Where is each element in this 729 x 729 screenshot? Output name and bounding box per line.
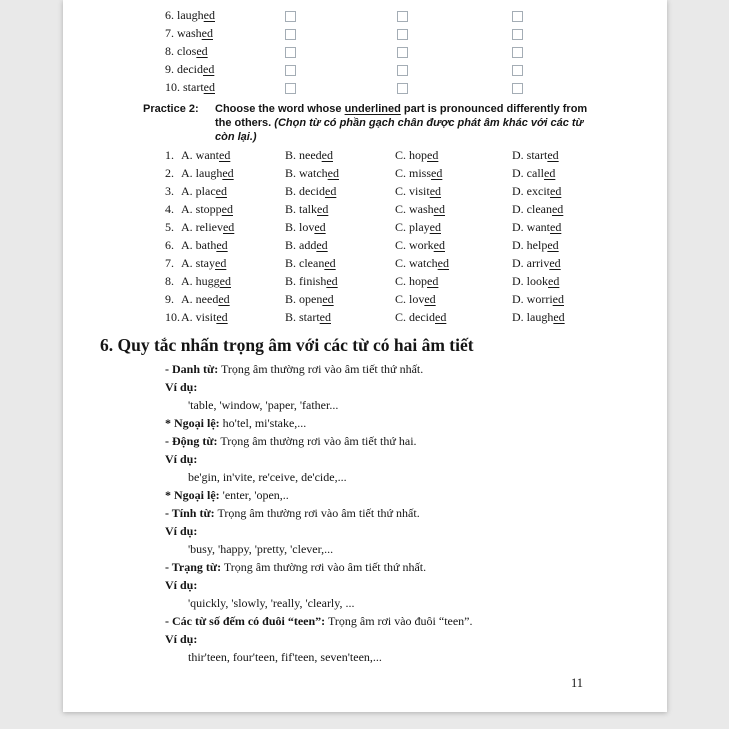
page-number: 11 (571, 676, 584, 690)
answer-option: D. worried (512, 292, 564, 306)
instruction-en-cont: part is pronounced differently from the others. (215, 103, 588, 129)
answer-option: A. wanted (181, 148, 231, 162)
answer-option: B. decided (285, 184, 337, 198)
ed-word: 6. laughed (165, 8, 215, 22)
instruction-vi: (Chọn từ có phần gạch chân được phát âm khác với các từ còn lại.) (215, 117, 584, 143)
underlined-suffix: ed (221, 202, 233, 216)
answer-checkbox[interactable] (397, 65, 408, 76)
question-number: 1. (165, 148, 174, 162)
example-words: 'quickly, 'slowly, 'really, 'clearly, ... (188, 596, 355, 610)
underlined-suffix: ed (427, 274, 439, 288)
example-label: Ví dụ: (165, 452, 198, 466)
stress-rule (165, 432, 667, 504)
answer-option: B. started (285, 310, 331, 324)
ed-word: 7. washed (165, 26, 213, 40)
question-row (165, 274, 667, 292)
answer-checkbox[interactable] (512, 29, 523, 40)
underlined-suffix: ed (424, 292, 436, 306)
question-row (165, 166, 667, 184)
answer-option: C. hoped (395, 274, 439, 288)
example-words: 'busy, 'happy, 'pretty, 'clever,... (188, 542, 334, 556)
ed-word: 10. started (165, 80, 215, 94)
rule-statement: - Động từ: Trọng âm thường rơi vào âm tiết thứ hai. (165, 434, 417, 448)
underlined-suffix: ed (326, 274, 338, 288)
answer-option: C. worked (395, 238, 445, 252)
answer-option: C. decided (395, 310, 447, 324)
underlined-suffix: ed (196, 44, 208, 58)
answer-option: B. needed (285, 148, 333, 162)
answer-option: A. visited (181, 310, 228, 324)
stress-rules (165, 360, 667, 666)
answer-option: C. missed (395, 166, 443, 180)
underlined-suffix: ed (550, 184, 562, 198)
answer-option: B. talked (285, 202, 329, 216)
example-label-line (165, 630, 667, 648)
underlined-suffix: ed (435, 310, 447, 324)
answer-option: A. stayed (181, 256, 227, 270)
answer-option: B. loved (285, 220, 326, 234)
underlined-suffix: ed (203, 80, 215, 94)
checklist-row (165, 44, 667, 62)
answer-checkbox[interactable] (285, 65, 296, 76)
ed-word: 8. closed (165, 44, 208, 58)
exception-line: * Ngoại lệ: 'enter, 'open,.. (165, 488, 289, 502)
answer-option: B. watched (285, 166, 339, 180)
underlined-suffix: ed (324, 256, 336, 270)
exception-label: * Ngoại lệ: (165, 416, 220, 430)
answer-option: C. loved (395, 292, 436, 306)
underlined-suffix: ed (222, 166, 234, 180)
underlined-suffix: ed (215, 184, 227, 198)
rule-label: - Động từ: (165, 434, 218, 448)
ed-word: 9. decided (165, 62, 215, 76)
practice2-label: Practice 2: (143, 103, 199, 115)
underlined-suffix: ed (215, 256, 227, 270)
answer-option: D. arrived (512, 256, 561, 270)
stress-rule (165, 504, 667, 558)
question-number: 10. (165, 310, 180, 324)
stress-rule (165, 558, 667, 612)
question-number: 4. (165, 202, 174, 216)
underlined-suffix: ed (427, 148, 439, 162)
underlined-suffix: ed (433, 202, 445, 216)
underlined-suffix: ed (327, 166, 339, 180)
underlined-suffix: ed (551, 202, 564, 216)
example-words: thir'teen, four'teen, fif'teen, seven'teen,... (188, 650, 382, 664)
document-page (63, 0, 667, 712)
underlined-suffix: ed (222, 220, 235, 234)
stress-rule (165, 612, 667, 666)
question-number: 3. (165, 184, 174, 198)
question-row (165, 202, 667, 220)
section6-heading: 6. Quy tắc nhấn trọng âm với các từ có hai âm tiết (100, 335, 474, 355)
practice2-instruction (215, 102, 593, 144)
answer-checkbox[interactable] (397, 11, 408, 22)
answer-option: D. called (512, 166, 556, 180)
practice2-header (143, 102, 613, 144)
question-row (165, 220, 667, 238)
underlined-suffix: ed (319, 310, 331, 324)
underlined-suffix: ed (433, 238, 445, 252)
answer-checkbox[interactable] (285, 11, 296, 22)
rule-label: - Danh từ: (165, 362, 219, 376)
example-label: Ví dụ: (165, 380, 198, 394)
rule-label: - Tính từ: (165, 506, 215, 520)
answer-option: D. excited (512, 184, 562, 198)
question-number: 9. (165, 292, 174, 306)
question-row (165, 184, 667, 202)
underlined-suffix: ed (550, 220, 562, 234)
exception-label: * Ngoại lệ: (165, 488, 220, 502)
answer-option: B. added (285, 238, 328, 252)
underlined-suffix: ed (552, 292, 564, 306)
question-row (165, 256, 667, 274)
answer-checkbox[interactable] (285, 47, 296, 58)
rule-statement: - Trạng từ: Trọng âm thường rơi vào âm tiết thứ nhất. (165, 560, 427, 574)
underlined-suffix: ed (321, 148, 333, 162)
example-label-line (165, 450, 667, 468)
answer-option: A. stopped (181, 202, 233, 216)
example-label-line (165, 378, 667, 396)
answer-option: A. relieved (181, 220, 235, 234)
underlined-suffix: ed (216, 238, 228, 252)
checklist-row (165, 8, 667, 26)
questions-list (63, 148, 667, 328)
answer-option: C. visited (395, 184, 442, 198)
checklist-row (165, 80, 667, 98)
underlined-suffix: ed (218, 292, 230, 306)
answer-option: A. placed (181, 184, 227, 198)
answer-checkbox[interactable] (512, 11, 523, 22)
example-label: Ví dụ: (165, 524, 198, 538)
question-row (165, 238, 667, 256)
underlined-suffix: ed (219, 148, 231, 162)
checklist-row (165, 26, 667, 44)
answer-checkbox[interactable] (285, 29, 296, 40)
example-label: Ví dụ: (165, 578, 198, 592)
answer-option: A. hugged (181, 274, 231, 288)
underlined-suffix: ed (549, 256, 561, 270)
answer-option: C. washed (395, 202, 445, 216)
underlined-suffix: ed (317, 202, 329, 216)
answer-checkbox[interactable] (285, 83, 296, 94)
answer-option: A. needed (181, 292, 230, 306)
answer-option: A. laughed (181, 166, 234, 180)
example-label-line (165, 522, 667, 540)
answer-checkbox[interactable] (397, 83, 408, 94)
underlined-suffix: ed (314, 220, 326, 234)
question-row (165, 148, 667, 166)
example-label: Ví dụ: (165, 632, 198, 646)
instruction-underlined-word: underlined (344, 103, 401, 115)
question-number: 8. (165, 274, 174, 288)
answer-option: A. bathed (181, 238, 228, 252)
answer-checkbox[interactable] (512, 65, 523, 76)
underlined-suffix: ed (547, 238, 559, 252)
underlined-suffix: ed (431, 166, 443, 180)
underlined-suffix: ed (547, 148, 559, 162)
underlined-suffix: ed (544, 166, 556, 180)
question-number: 7. (165, 256, 174, 270)
rule-label: - Các từ số đếm có đuôi “teen”: (165, 614, 326, 628)
underlined-suffix: ed (203, 62, 215, 76)
underlined-suffix: ed (322, 292, 334, 306)
checklist-row (165, 62, 667, 80)
answer-option: B. finished (285, 274, 338, 288)
answer-option: D. laughed (512, 310, 565, 324)
underlined-suffix: ed (429, 220, 441, 234)
answer-checkbox[interactable] (512, 47, 523, 58)
rule-label: - Trạng từ: (165, 560, 222, 574)
question-row (165, 292, 667, 310)
answer-checkbox[interactable] (512, 83, 523, 94)
ed-words-checklist (165, 8, 667, 98)
example-label-line (165, 576, 667, 594)
answer-option: D. wanted (512, 220, 562, 234)
underlined-suffix: ed (216, 310, 228, 324)
example-words: be'gin, in'vite, re'ceive, de'cide,... (188, 470, 347, 484)
example-words: 'table, 'window, 'paper, 'father... (188, 398, 339, 412)
underlined-suffix: ed (201, 26, 213, 40)
answer-option: D. helped (512, 238, 559, 252)
answer-option: C. hoped (395, 148, 439, 162)
question-number: 2. (165, 166, 174, 180)
underlined-suffix: ed (429, 184, 442, 198)
answer-option: D. cleaned (512, 202, 564, 216)
stress-rule (165, 360, 667, 432)
underlined-suffix: ed (325, 184, 337, 198)
underlined-suffix: ed (219, 274, 231, 288)
rule-statement: - Tính từ: Trọng âm thường rơi vào âm tiết thứ nhất. (165, 506, 420, 520)
answer-option: B. opened (285, 292, 334, 306)
answer-option: D. looked (512, 274, 560, 288)
rule-statement: - Danh từ: Trọng âm thường rơi vào âm tiết thứ nhất. (165, 362, 424, 376)
underlined-suffix: ed (553, 310, 565, 324)
answer-option: C. played (395, 220, 441, 234)
answer-option: D. started (512, 148, 559, 162)
underlined-suffix: ed (548, 274, 560, 288)
answer-option: B. cleaned (285, 256, 336, 270)
instruction-en: Choose the word whose (215, 103, 345, 115)
rule-statement: - Các từ số đếm có đuôi “teen”: Trọng âm rơi vào đuôi “teen”. (165, 614, 473, 628)
answer-option: C. watched (395, 256, 449, 270)
underlined-suffix: ed (316, 238, 328, 252)
question-row (165, 310, 667, 328)
answer-checkbox[interactable] (397, 29, 408, 40)
underlined-suffix: ed (203, 8, 215, 22)
question-number: 6. (165, 238, 174, 252)
answer-checkbox[interactable] (397, 47, 408, 58)
exception-line: * Ngoại lệ: ho'tel, mi'stake,... (165, 416, 307, 430)
underlined-suffix: ed (437, 256, 449, 270)
question-number: 5. (165, 220, 174, 234)
